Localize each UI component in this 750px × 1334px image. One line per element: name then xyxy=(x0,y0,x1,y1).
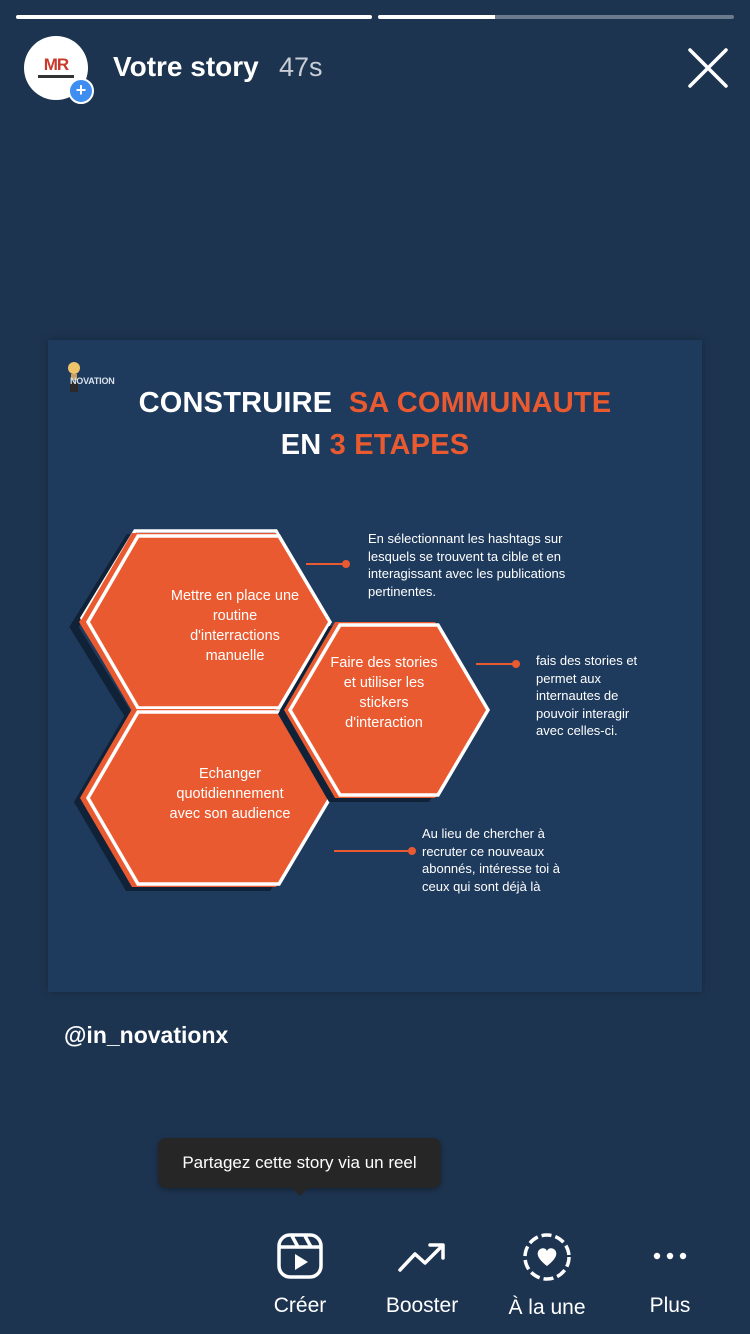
reels-icon xyxy=(276,1232,324,1280)
trending-up-icon xyxy=(398,1232,446,1280)
brand-name: NOVATION xyxy=(70,376,115,386)
step-label-2: Faire des stories et utiliser les stickers d'interaction xyxy=(330,655,438,731)
boost-button[interactable] xyxy=(362,1232,482,1318)
step-label-1: Mettre en place une routine d'interractions manuelle xyxy=(170,588,300,664)
highlight-label: À la une xyxy=(508,1296,586,1319)
more-dots-icon xyxy=(646,1232,694,1280)
title-line1-white: CONSTRUIRE xyxy=(138,387,333,419)
create-label: Créer xyxy=(273,1294,327,1317)
highlight-heart-icon xyxy=(522,1232,572,1282)
create-button[interactable] xyxy=(240,1232,360,1318)
story-post-image[interactable] xyxy=(48,340,702,992)
story-timestamp: 47s xyxy=(279,52,323,82)
title-line2-white: EN xyxy=(280,429,322,461)
boost-label: Booster xyxy=(385,1294,459,1317)
highlight-button[interactable] xyxy=(487,1232,607,1320)
tooltip-text: Partagez cette story via un reel xyxy=(182,1153,417,1172)
story-title: Votre story xyxy=(113,51,259,82)
story-progress xyxy=(16,15,734,19)
avatar-logo: MR xyxy=(43,55,69,74)
step-label-3: Echanger quotidiennement avec son audience xyxy=(169,766,291,822)
progress-segment-2 xyxy=(378,15,734,19)
progress-segment-1 xyxy=(16,15,372,19)
more-button[interactable] xyxy=(610,1232,730,1318)
callout-3: Au lieu de chercher à recruter ce nouveaux abonnés, intéresse toi à ceux qui sont déjà là xyxy=(422,826,561,894)
close-icon[interactable] xyxy=(686,46,730,90)
title-line2-orange: 3 ETAPES xyxy=(329,429,470,461)
avatar[interactable] xyxy=(24,36,88,100)
callout-2: fais des stories et permet aux internautes de pouvoir interagir avec celles-ci. xyxy=(536,653,638,738)
share-reel-tooltip[interactable] xyxy=(158,1138,441,1188)
more-label: Plus xyxy=(649,1294,691,1317)
mention-sticker[interactable]: @in_novationx xyxy=(64,1022,229,1048)
add-story-icon[interactable]: + xyxy=(68,78,94,104)
title-line1-orange: SA COMMUNAUTE xyxy=(348,387,612,419)
callout-1: En sélectionnant les hashtags sur lesquels se trouvent ta cible et en interagissant avec les publications pertinentes. xyxy=(368,531,566,599)
story-header xyxy=(24,36,730,100)
